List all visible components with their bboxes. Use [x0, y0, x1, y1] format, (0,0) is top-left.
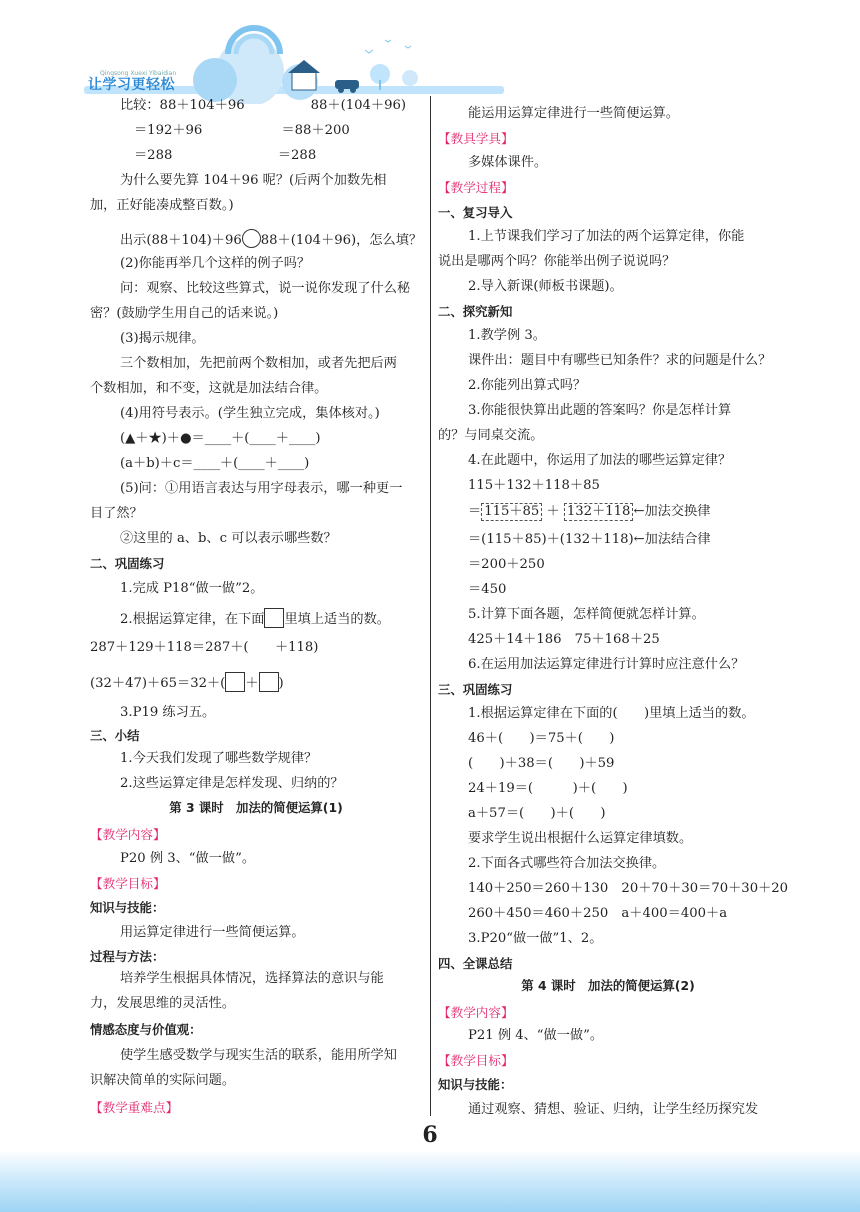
text-line: 3.你能很快算出此题的答案吗？你是怎样计算 — [468, 403, 732, 418]
text-line: (▲＋★)＋●＝____＋(____＋____) — [120, 431, 321, 446]
line-segment: (32＋47)＋65＝32＋( — [90, 676, 226, 691]
line-segment: 88＋(104＋96)，怎么填？ — [260, 233, 423, 248]
text-line — [120, 608, 390, 630]
text-line: 2.导入新课(师板书课题)。 — [468, 279, 623, 294]
line-segment: 出示(88＋104)＋96 — [120, 233, 242, 248]
blank-box — [259, 672, 279, 692]
section-heading: 知识与技能： — [90, 900, 165, 915]
text-line: 2.你能列出算式吗？ — [468, 378, 587, 393]
text-line: 425＋14＋186 75＋168＋25 — [468, 632, 660, 647]
text-line: 115＋132＋118＋85 — [468, 478, 600, 493]
text-line: ＝450 — [468, 582, 507, 597]
text-line: P20 例 3、“做一做”。 — [120, 851, 256, 866]
text-line: 说出是哪两个吗？你能举出例子说说吗？ — [438, 254, 676, 269]
line-segment: ＝ — [468, 504, 482, 519]
section-heading: 二、探究新知 — [438, 304, 513, 319]
section-heading: 【教学内容】 — [438, 1005, 514, 1020]
section-heading: 【教学目标】 — [438, 1053, 514, 1068]
section-heading: 情感态度与价值观： — [90, 1022, 202, 1037]
text-line: 4.在此题中，你运用了加法的哪些运算定律？ — [468, 453, 732, 468]
line-segment: ) — [278, 676, 284, 691]
blank-box — [264, 608, 284, 628]
text-line: ＝288 ＝288 — [134, 148, 317, 163]
section-heading: 二、巩固练习 — [90, 556, 165, 571]
text-line: 个数相加，和不变，这就是加法结合律。 — [90, 381, 328, 396]
text-line: 的？与同桌交流。 — [438, 428, 544, 443]
page-header — [0, 0, 860, 104]
text-line: 问：观察、比较这些算式，说一说你发现了什么秘 — [120, 281, 411, 296]
text-line: 5.计算下面各题，怎样简便就怎样计算。 — [468, 607, 705, 622]
text-line: 6.在运用加法运算定律进行计算时应注意什么？ — [468, 657, 745, 672]
text-line — [468, 502, 710, 522]
column-divider — [430, 96, 431, 1116]
blank-circle — [242, 229, 261, 248]
section-heading: 三、巩固练习 — [438, 682, 513, 697]
text-line: 3.P19 练习五。 — [120, 705, 216, 720]
text-line: 力，发展思维的灵活性。 — [90, 996, 236, 1011]
section-heading: 一、复习导入 — [438, 205, 513, 220]
brand-logo-text: 让学习更轻松 — [88, 77, 175, 93]
section-heading: 【教学重难点】 — [90, 1100, 179, 1115]
line-segment: 里填上适当的数。 — [284, 612, 390, 627]
section-heading: 四、全课总结 — [438, 956, 513, 971]
text-line: 为什么要先算 104＋96 呢？(后两个加数先相 — [120, 173, 387, 188]
dashed-box: 132＋118 — [564, 503, 634, 521]
text-line: 260＋450＝460＋250 a＋400＝400＋a — [468, 906, 728, 921]
text-line: 能运用运算定律进行一些简便运算。 — [468, 106, 679, 121]
text-line: 使学生感受数学与现实生活的联系，能用所学知 — [120, 1048, 397, 1063]
text-line: (5)问：①用语言表达与用字母表示，哪一种更一 — [120, 481, 403, 496]
text-line: (4)用符号表示。(学生独立完成，集体核对。) — [120, 406, 380, 421]
section-heading: 知识与技能： — [438, 1077, 513, 1092]
text-line: (2)你能再举几个这样的例子吗？ — [120, 256, 311, 271]
text-line: 要求学生说出根据什么运算定律填数。 — [468, 831, 693, 846]
section-heading: 过程与方法： — [90, 949, 165, 964]
section-heading: 【教学目标】 — [90, 876, 166, 891]
text-line: 密？(鼓励学生用自己的话来说。) — [90, 306, 279, 321]
text-line: ＝(115＋85)＋(132＋118)←加法结合律 — [468, 532, 711, 547]
text-line: 加，正好能凑成整百数。) — [90, 198, 234, 213]
text-line: P21 例 4、“做一做”。 — [468, 1028, 604, 1043]
text-line: 识解决简单的实际问题。 — [90, 1073, 236, 1088]
line-segment: ←加法交换律 — [633, 504, 711, 519]
text-line: (a＋b)＋c＝____＋(____＋____) — [120, 456, 310, 471]
text-line: 多媒体课件。 — [468, 155, 548, 170]
text-line: 目了然？ — [90, 506, 143, 521]
text-line: 比较：88＋104＋96 88＋(104＋96) — [120, 98, 407, 113]
section-heading: 【教具学具】 — [438, 131, 514, 146]
lesson-title: 第 4 课时 加法的简便运算(2) — [521, 978, 695, 993]
dashed-box: 115＋85 — [481, 503, 542, 521]
text-line: ＝192＋96 ＝88＋200 — [134, 123, 350, 138]
text-line: 1.完成 P18“做一做”2。 — [120, 581, 264, 596]
line-segment: ＋ — [542, 504, 564, 519]
text-line: 24＋19＝( )＋( ) — [468, 781, 628, 796]
text-line: 1.教学例 3。 — [468, 328, 546, 343]
text-line: 1.根据运算定律在下面的( )里填上适当的数。 — [468, 706, 755, 721]
lesson-title: 第 3 课时 加法的简便运算(1) — [169, 800, 343, 815]
page-number: 6 — [422, 1122, 438, 1148]
blank-box — [225, 672, 245, 692]
section-heading: 【教学过程】 — [438, 180, 514, 195]
line-segment: 2.根据运算定律，在下面 — [120, 612, 265, 627]
text-line: ( )＋38＝( )＋59 — [468, 756, 615, 771]
text-line: (3)揭示规律。 — [120, 331, 205, 346]
text-line: 2.这些运算定律是怎样发现、归纳的？ — [120, 776, 344, 791]
section-heading: 【教学内容】 — [90, 827, 166, 842]
text-line: 140＋250＝260＋130 20＋70＋30＝70＋30＋20 — [468, 881, 789, 896]
text-line: ②这里的 a、b、c 可以表示哪些数？ — [120, 531, 337, 546]
footer-gradient — [0, 1150, 860, 1212]
text-line: 三个数相加，先把前两个数相加，或者先把后两 — [120, 356, 397, 371]
text-line: 2.下面各式哪些符合加法交换律。 — [468, 856, 666, 871]
section-heading: 三、小结 — [90, 728, 140, 743]
line-segment: ＋ — [245, 676, 259, 691]
text-line: ＝200＋250 — [468, 557, 545, 572]
text-line — [120, 229, 422, 251]
text-line: 287＋129＋118＝287＋( ＋118) — [90, 640, 319, 655]
brand-subtitle: Qingsong Xuexi Yibaidian — [100, 70, 177, 77]
text-line: 1.今天我们发现了哪些数学规律？ — [120, 751, 318, 766]
text-line: 用运算定律进行一些简便运算。 — [120, 925, 305, 940]
text-line: 3.P20“做一做”1、2。 — [468, 931, 603, 946]
text-line: 通过观察、猜想、验证、归纳，让学生经历探究发 — [468, 1102, 759, 1117]
text-line: 1.上节课我们学习了加法的两个运算定律，你能 — [468, 229, 745, 244]
text-line: 培养学生根据具体情况，选择算法的意识与能 — [120, 971, 384, 986]
text-line: 46＋( )＝75＋( ) — [468, 731, 615, 746]
text-line: 课件出：题目中有哪些已知条件？求的问题是什么？ — [468, 353, 772, 368]
text-line: a＋57＝( )＋( ) — [468, 806, 606, 821]
text-line — [90, 672, 284, 694]
